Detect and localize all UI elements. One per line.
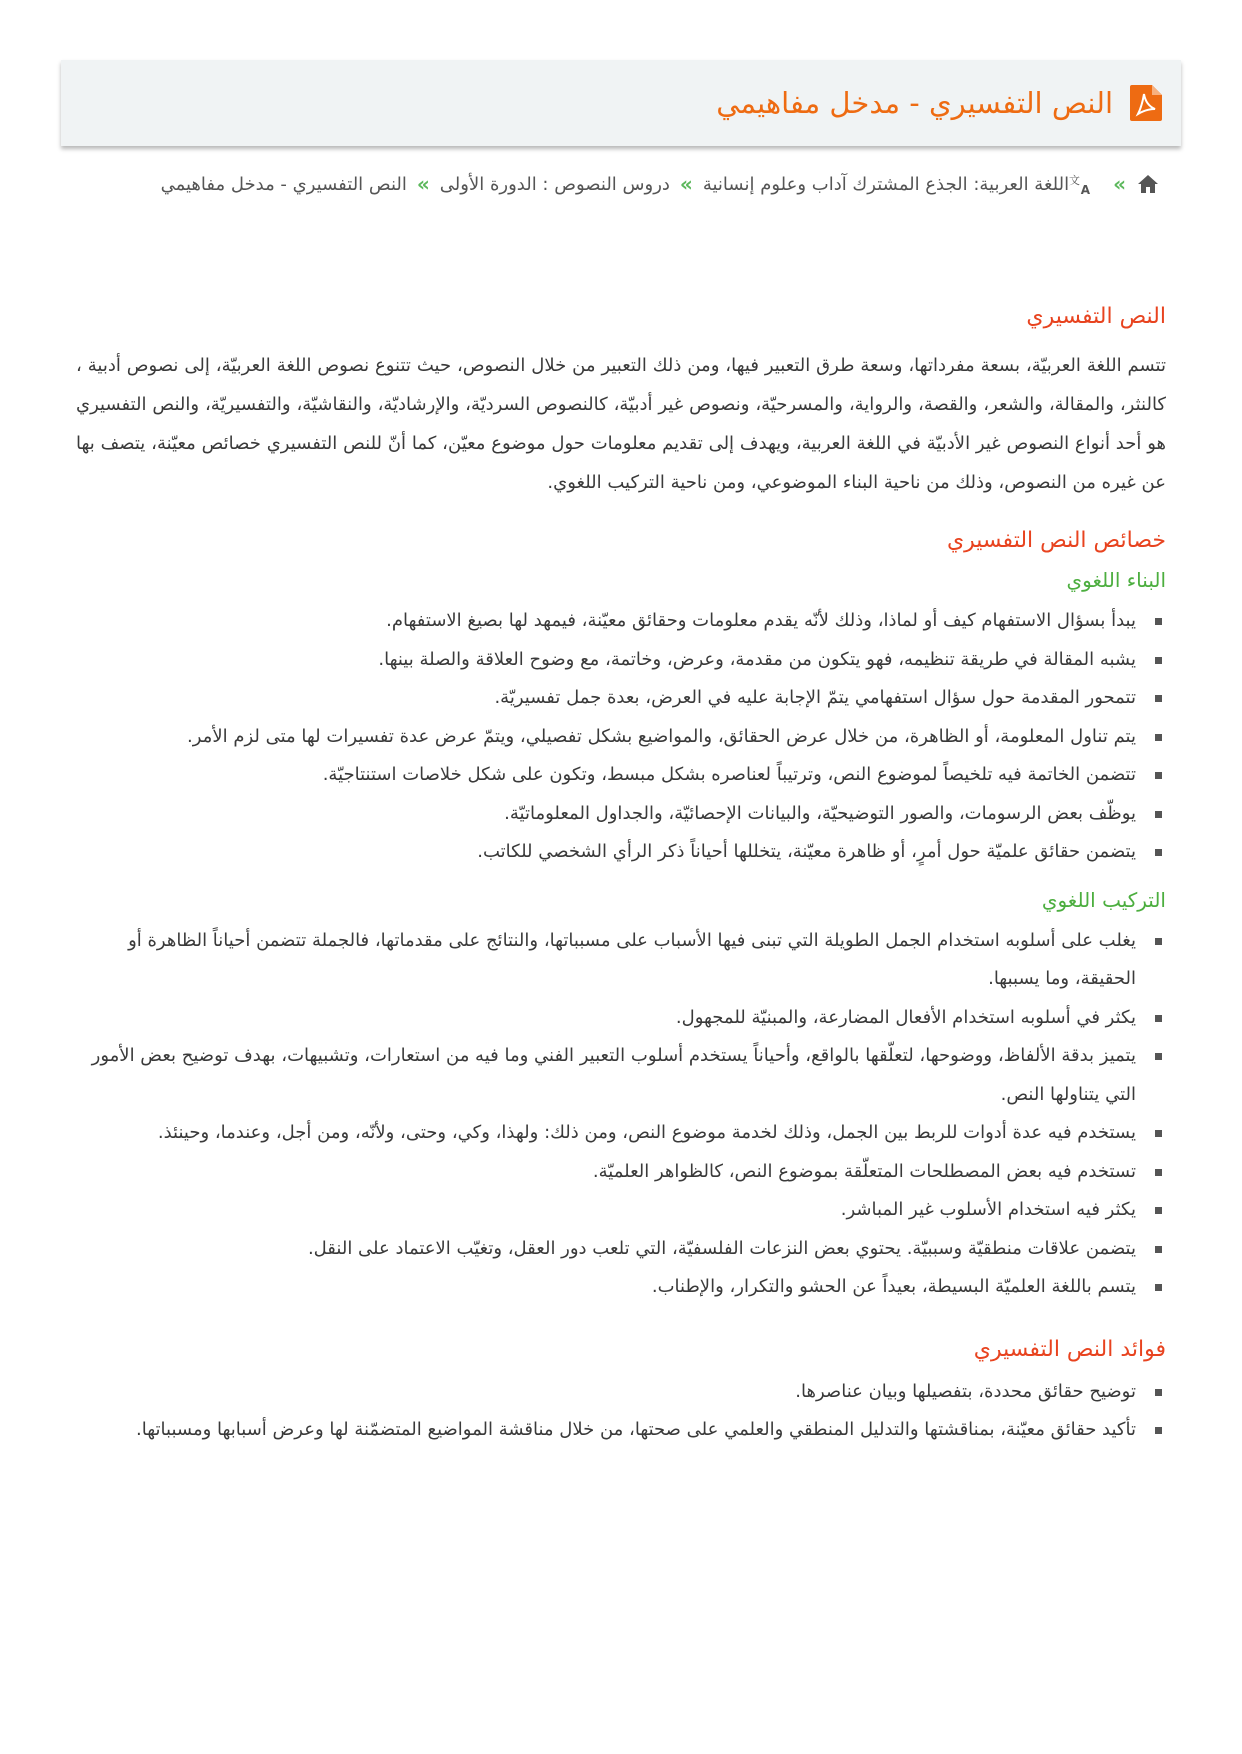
breadcrumb-item-lessons[interactable]: دروس النصوص : الدورة الأولى xyxy=(439,173,670,195)
list-item: يستخدم فيه عدة أدوات للربط بين الجمل، وذلك لخدمة موضوع النص، ومن ذلك: ولهذا، وكي، وحتى، ولأنّه، ومن أجل، وعندما، وحينئذ. xyxy=(76,1114,1166,1153)
intro-paragraph: تتسم اللغة العربيّة، بسعة مفرداتها، وسعة طرق التعبير فيها، ومن ذلك التعبير من خلال النصوص، حيث تتنوع نصوص اللغة العربيّة، إلى نصوص أدبية ، كالنثر، والمقالة، والشعر، والقصة، والرواية، والمسرحيّة، ونصوص غير أدبيّة، كالنصوص السرديّة، والإرشاديّة، والنقاشيّة، والتفسيريّة، والنص التفسيري هو أحد أنواع النصوص غير الأدبيّة في اللغة العربية، ويهدف إلى تقديم معلومات حول موضوع معيّن، كما أنّ للنص التفسيري خصائص معيّنة، يتصف بها عن غيره من النصوص، وذلك من ناحية البناء الموضوعي، ومن ناحية التركيب اللغوي. xyxy=(76,355,1166,493)
breadcrumb-separator: » xyxy=(1113,172,1126,196)
intro-heading: النص التفسيري xyxy=(1026,304,1166,329)
list-item: تتمحور المقدمة حول سؤال استفهامي يتمّ الإجابة عليه في العرض، بعدة جمل تفسيريّة. xyxy=(76,679,1166,718)
home-icon[interactable] xyxy=(1136,172,1160,196)
translate-icon xyxy=(1069,172,1103,197)
language-list xyxy=(76,922,1166,1307)
benefits-list xyxy=(76,1373,1166,1450)
breadcrumb-separator: » xyxy=(679,172,693,196)
list-item: يوظّف بعض الرسومات، والصور التوضيحيّة، والبيانات الإحصائيّة، والجداول المعلوماتيّة. xyxy=(76,795,1166,834)
list-item: تتضمن الخاتمة فيه تلخيصاً لموضوع النص، وترتيباً لعناصره بشكل مبسط، وتكون على شكل خلاصات استنتاجيّة. xyxy=(76,756,1166,795)
section-spacer xyxy=(76,1317,1166,1331)
article-content xyxy=(76,298,1166,1460)
breadcrumb-item-current: النص التفسيري - مدخل مفاهيمي xyxy=(160,173,407,195)
svg-text:文: 文 xyxy=(1069,174,1081,187)
list-item: يبدأ بسؤال الاستفهام كيف أو لماذا، وذلك لأنّه يقدم معلومات وحقائق معيّنة، فيمهد لها بصيغ الاستفهام. xyxy=(76,602,1166,641)
breadcrumb xyxy=(100,166,1160,202)
list-item: يكثر فيه استخدام الأسلوب غير المباشر. xyxy=(76,1191,1166,1230)
list-item: يتميز بدقة الألفاظ، ووضوحها، لتعلّقها بالواقع، وأحياناً يستخدم أسلوب التعبير الفني وما فيه من استعارات، وتشبيهات، بهدف توضيح بعض الأمور التي يتناولها النص. xyxy=(76,1037,1166,1114)
structure-heading: البناء اللغوي xyxy=(1066,568,1166,592)
language-heading: التركيب اللغوي xyxy=(1041,887,1166,912)
list-item: يتضمن حقائق علميّة حول أمرٍ، أو ظاهرة معيّنة، يتخللها أحياناً ذكر الرأي الشخصي للكاتب. xyxy=(76,833,1166,872)
list-item: يغلب على أسلوبه استخدام الجمل الطويلة التي تبنى فيها الأسباب على مسبباتها، والنتائج على مقدماتها، فالجملة تتضمن أحياناً الظاهرة أو الحقيقة، وما يسببها. xyxy=(76,922,1166,999)
svg-text:A: A xyxy=(1080,183,1091,197)
list-item: يكثر في أسلوبه استخدام الأفعال المضارعة، والمبنيّة للمجهول. xyxy=(76,999,1166,1038)
list-item: يتم تناول المعلومة، أو الظاهرة، من خلال عرض الحقائق، والمواضيع بشكل تفصيلي، ويتمّ عرض عدة تفسيرات لها متى لزم الأمر. xyxy=(76,718,1166,757)
pdf-file-icon[interactable] xyxy=(1129,84,1163,122)
list-item: تأكيد حقائق معيّنة، بمناقشتها والتدليل المنطقي والعلمي على صحتها، من خلال مناقشة المواضيع المتضمّنة لها وعرض أسبابها ومسبباتها. xyxy=(76,1411,1166,1450)
breadcrumb-separator: » xyxy=(416,172,430,196)
page-header xyxy=(61,60,1181,146)
breadcrumb-item-subject[interactable]: اللغة العربية: الجذع المشترك آداب وعلوم إنسانية xyxy=(702,173,1070,195)
list-item: يتسم باللغة العلميّة البسيطة، بعيداً عن الحشو والتكرار، والإطناب. xyxy=(76,1268,1166,1307)
features-heading: خصائص النص التفسيري xyxy=(946,528,1166,553)
benefits-heading: فوائد النص التفسيري xyxy=(973,1336,1166,1362)
list-item: توضيح حقائق محددة، بتفصيلها وبيان عناصرها. xyxy=(76,1373,1166,1412)
page-title: النص التفسيري - مدخل مفاهيمي xyxy=(716,86,1113,120)
list-item: يشبه المقالة في طريقة تنظيمه، فهو يتكون من مقدمة، وعرض، وخاتمة، مع وضوح العلاقة والصلة بينها. xyxy=(76,641,1166,680)
structure-list xyxy=(76,602,1166,872)
list-item: تستخدم فيه بعض المصطلحات المتعلّقة بموضوع النص، كالظواهر العلميّة. xyxy=(76,1153,1166,1192)
list-item: يتضمن علاقات منطقيّة وسببيّة. يحتوي بعض النزعات الفلسفيّة، التي تلعب دور العقل، وتغيّب الاعتماد على النقل. xyxy=(76,1230,1166,1269)
